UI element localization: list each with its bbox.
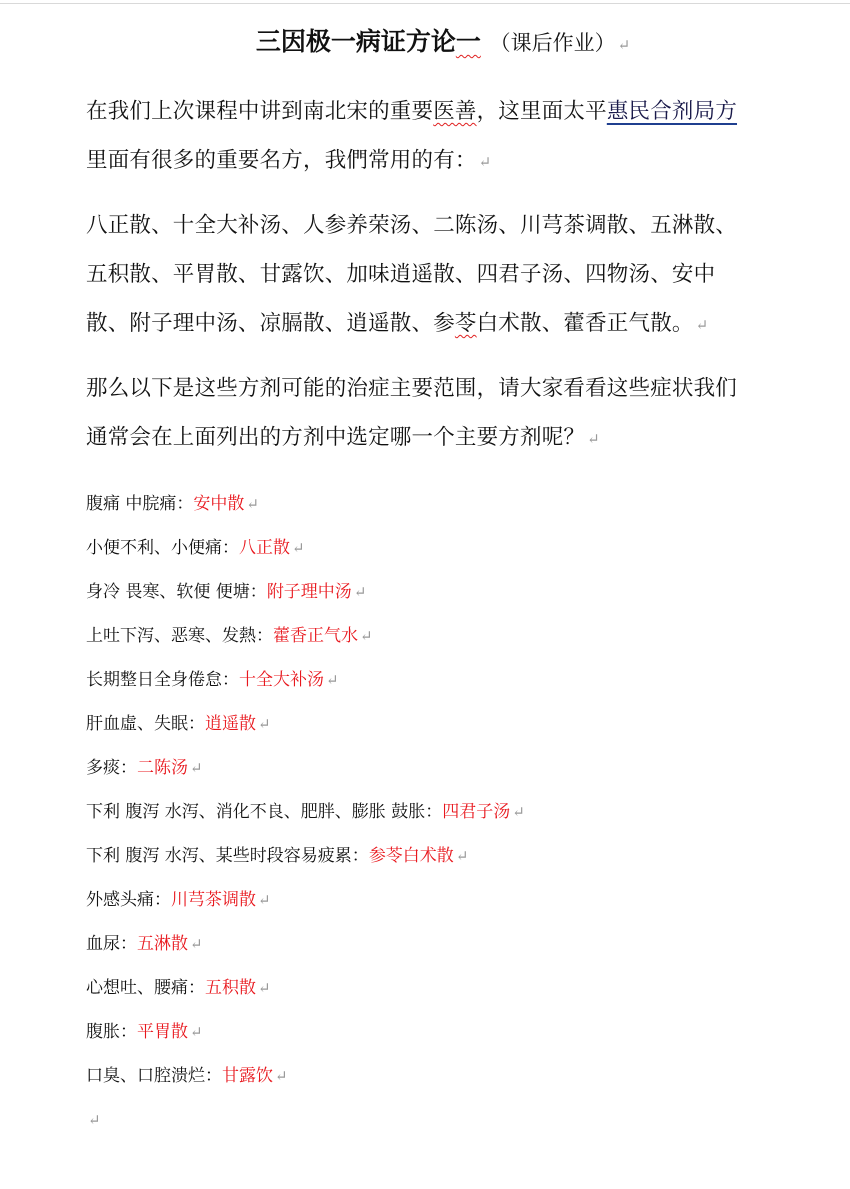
formula-answer: 参苓白术散 xyxy=(368,846,454,866)
symptom-row xyxy=(86,614,750,658)
symptom-text: 腹痛 中脘痛： xyxy=(86,494,194,514)
symptom-row xyxy=(86,878,750,922)
formula-answer: 甘露饮 xyxy=(222,1066,273,1086)
symptom-text: 下利 腹泻 水泻、某些时段容易疲累： xyxy=(86,846,369,866)
paragraph-mark-icon: ↵ xyxy=(512,803,525,821)
document-title xyxy=(86,20,750,67)
paragraph-mark-icon: ↵ xyxy=(360,627,373,645)
document-page xyxy=(86,20,750,1142)
title-main: 三因极一病证方论 xyxy=(255,27,456,56)
symptom-row xyxy=(86,790,750,834)
symptom-text: 小便不利、小便痛： xyxy=(86,538,239,558)
paragraph-mark-icon: ↵ xyxy=(246,495,259,513)
formula-answer: 十全大补汤 xyxy=(239,670,324,690)
symptom-list xyxy=(86,482,750,1098)
formula-answer: 附子理中汤 xyxy=(266,582,352,602)
formula-answer: 平胃散 xyxy=(137,1022,188,1042)
symptom-row xyxy=(86,526,750,570)
symptom-row xyxy=(86,482,750,526)
formula-answer: 四君子汤 xyxy=(442,802,511,822)
formula-answer: 藿香正气水 xyxy=(273,626,358,646)
formulas-paragraph xyxy=(86,201,750,350)
paragraph-mark-icon: ↵ xyxy=(326,671,339,689)
symptom-text: 外感头痛： xyxy=(86,890,171,910)
symptom-text: 多痰： xyxy=(86,758,137,778)
symptom-row xyxy=(86,570,750,614)
paragraph-mark-icon: ↵ xyxy=(275,1067,288,1085)
formulas-text-1: 八正散、十全大补汤、人参养荣汤、二陈汤、川芎茶调散、五淋散、五积散、平胃散、甘露饮、加味逍遥散、四君子汤、四物汤、安中散、附子理中汤、凉膈散、逍遥散、参 xyxy=(86,213,738,336)
symptom-text: 心想吐、腰痛： xyxy=(86,978,205,998)
paragraph-mark-icon: ↵ xyxy=(478,153,492,171)
paragraph-mark-icon: ↵ xyxy=(292,539,305,557)
intro-paragraph xyxy=(86,87,750,187)
paragraph-mark-icon: ↵ xyxy=(455,847,469,865)
symptom-text: 上吐下泻、恶寒、发熱： xyxy=(86,626,273,646)
intro-spellcheck-word: 医善 xyxy=(433,99,477,124)
symptom-row xyxy=(86,1054,750,1098)
title-main-squiggle: 一 xyxy=(455,27,481,56)
formulas-spellcheck-word: 苓 xyxy=(454,311,477,336)
symptom-row xyxy=(86,702,750,746)
formula-answer: 川芎茶调散 xyxy=(171,890,256,910)
formula-answer: 安中散 xyxy=(193,494,245,514)
symptom-text: 腹胀： xyxy=(86,1022,137,1042)
intro-text-2: ，这里面太平 xyxy=(476,99,607,124)
paragraph-mark-icon: ↵ xyxy=(587,430,600,448)
paragraph-mark-icon: ↵ xyxy=(190,759,203,777)
formula-answer: 二陈汤 xyxy=(137,758,188,778)
symptom-text: 身冷 畏寒、软便 便塘： xyxy=(86,582,267,602)
symptom-row xyxy=(86,658,750,702)
formula-answer: 五积散 xyxy=(205,978,256,998)
empty-paragraph xyxy=(86,1098,750,1142)
paragraph-mark-icon: ↵ xyxy=(353,583,367,601)
formula-answer: 八正散 xyxy=(239,538,290,558)
question-paragraph xyxy=(86,364,750,464)
symptom-text: 口臭、口腔溃烂： xyxy=(86,1066,222,1086)
formula-answer: 五淋散 xyxy=(137,934,188,954)
symptom-row xyxy=(86,1010,750,1054)
symptom-text: 肝血虛、失眠： xyxy=(86,714,205,734)
symptom-text: 下利 腹泻 水泻、消化不良、肥胖、膨胀 鼓胀： xyxy=(86,802,443,822)
paragraph-mark-icon: ↵ xyxy=(617,36,631,54)
page-top-border xyxy=(0,3,850,4)
formula-answer: 逍遥散 xyxy=(205,714,256,734)
question-text: 那么以下是这些方剂可能的治症主要范围，请大家看看这些症状我们通常会在上面列出的方剂中选定哪一个主要方剂呢？ xyxy=(86,376,738,450)
paragraph-mark-icon: ↵ xyxy=(190,935,203,953)
formulas-text-2: 白术散、藿香正气散。 xyxy=(476,311,694,336)
symptom-text: 长期整日全身倦怠： xyxy=(86,670,239,690)
intro-text-1: 在我们上次课程中讲到南北宋的重要 xyxy=(86,99,434,124)
paragraph-mark-icon: ↵ xyxy=(258,979,271,997)
paragraph-mark-icon: ↵ xyxy=(88,1111,101,1129)
title-subtitle: （课后作业） xyxy=(489,31,616,55)
intro-text-3: 里面有很多的重要名方，我們常用的有： xyxy=(86,148,477,173)
symptom-row xyxy=(86,922,750,966)
intro-hyperlink[interactable]: 惠民合剂局方 xyxy=(606,99,738,124)
paragraph-mark-icon: ↵ xyxy=(190,1023,203,1041)
paragraph-mark-icon: ↵ xyxy=(695,316,709,334)
symptom-row xyxy=(86,834,750,878)
symptom-row xyxy=(86,746,750,790)
symptom-text: 血尿： xyxy=(86,934,137,954)
paragraph-mark-icon: ↵ xyxy=(258,891,271,909)
paragraph-mark-icon: ↵ xyxy=(258,715,271,733)
symptom-row xyxy=(86,966,750,1010)
